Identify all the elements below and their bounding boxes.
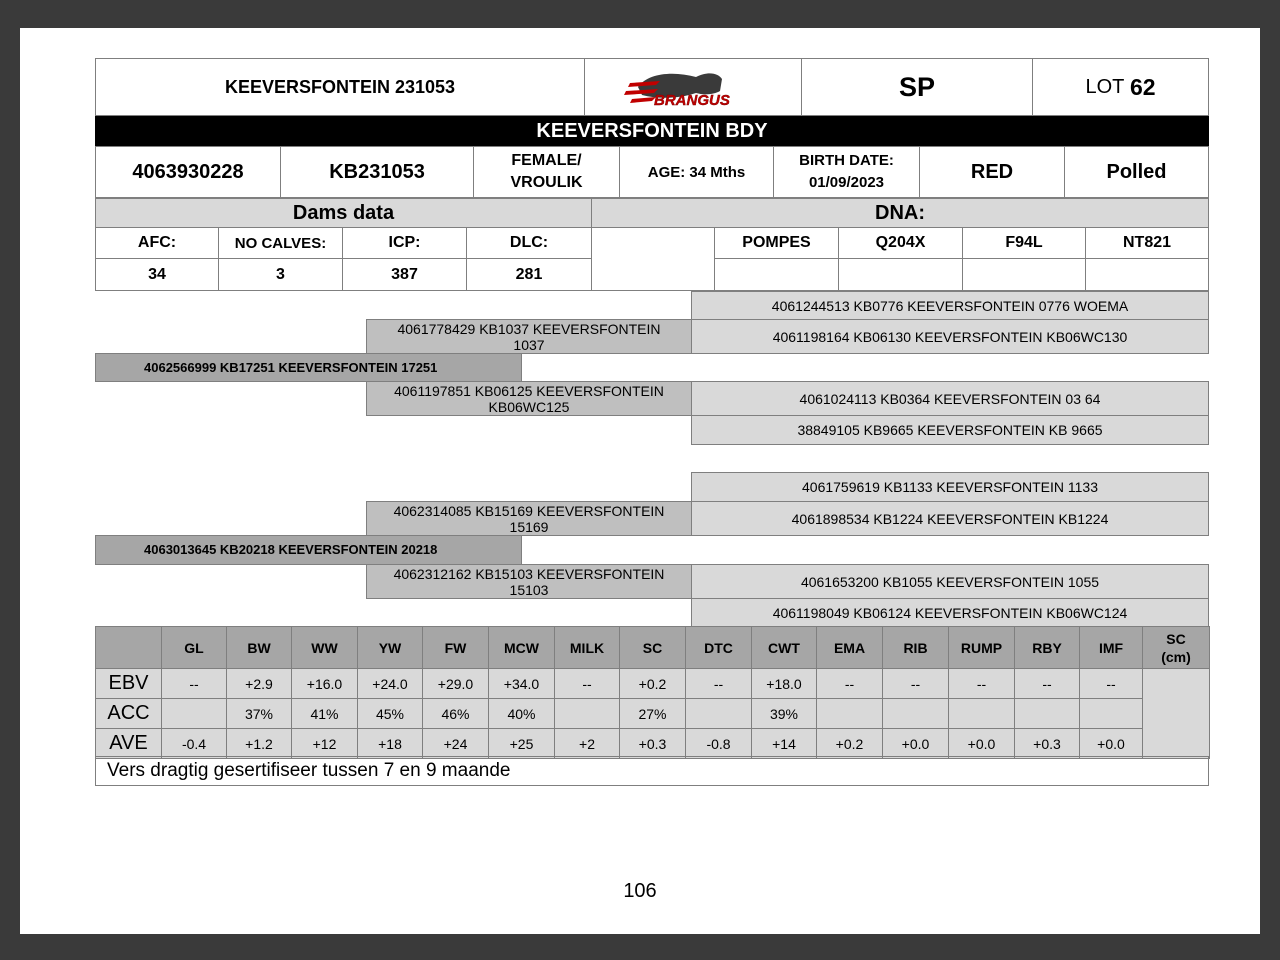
pedigree-dd-sire: 4061653200 KB1055 KEEVERSFONTEIN 1055 <box>691 564 1209 599</box>
bull-logo-icon <box>618 65 768 109</box>
afc-label: AFC: <box>95 227 219 259</box>
icp-label: ICP: <box>342 227 467 259</box>
brangus-logo <box>584 58 802 116</box>
tag-number: KB231053 <box>280 146 474 198</box>
birth-date-value: 01/09/2023 <box>808 174 885 191</box>
dna-nt821-value <box>1085 258 1209 291</box>
birth-date-label: BIRTH DATE: <box>799 152 894 169</box>
dlc-value: 281 <box>466 258 592 291</box>
ebv-cell: +0.0 <box>1079 728 1143 759</box>
ebv-cell: 39% <box>751 698 817 729</box>
ebv-cell: -- <box>882 668 949 699</box>
ebv-header-fw: FW <box>422 626 489 669</box>
dna-pompes-label: POMPES <box>714 227 839 259</box>
horn-status: Polled <box>1064 146 1209 198</box>
ebv-header-rib: RIB <box>882 626 949 669</box>
sc-cm-line2: (cm) <box>1161 648 1191 665</box>
ebv-cell <box>685 698 752 729</box>
ebv-cell: 37% <box>226 698 292 729</box>
ebv-cell: +0.0 <box>882 728 949 759</box>
ebv-cell: +12 <box>291 728 358 759</box>
ebv-cell: +18 <box>357 728 423 759</box>
ebv-header-sc-cm <box>1142 626 1210 669</box>
icp-value: 387 <box>342 258 467 291</box>
ebv-cell: +0.2 <box>816 728 883 759</box>
ebv-cell: -0.8 <box>685 728 752 759</box>
animal-name: KEEVERSFONTEIN 231053 <box>95 58 585 116</box>
pedigree-dam: 4063013645 KB20218 KEEVERSFONTEIN 20218 <box>95 535 522 565</box>
ebv-cell: +25 <box>488 728 555 759</box>
ebv-cell: +0.2 <box>619 668 686 699</box>
ebv-cell: -- <box>685 668 752 699</box>
ebv-cell: -- <box>161 668 227 699</box>
pedigree-sd-sire: 4061024113 KB0364 KEEVERSFONTEIN 03 64 <box>691 381 1209 416</box>
ebv-header-ema: EMA <box>816 626 883 669</box>
ebv-cell <box>1079 698 1143 729</box>
ebv-cell: -- <box>1079 668 1143 699</box>
ebv-cell: +24 <box>422 728 489 759</box>
dams-heading: Dams data <box>95 198 592 228</box>
dna-q204x-value <box>838 258 963 291</box>
ebv-cell <box>948 698 1015 729</box>
ebv-cell <box>882 698 949 729</box>
ebv-cell: +34.0 <box>488 668 555 699</box>
ebv-header-gl: GL <box>161 626 227 669</box>
page-title: KEEVERSFONTEIN BDY <box>95 116 1209 146</box>
pedigree-sire-sire: 4061778429 KB1037 KEEVERSFONTEIN 1037 <box>366 319 692 354</box>
ebv-header-rump: RUMP <box>948 626 1015 669</box>
ebv-header-imf: IMF <box>1079 626 1143 669</box>
pedigree-ds-dam: 4061898534 KB1224 KEEVERSFONTEIN KB1224 <box>691 501 1209 536</box>
ebv-cell: +24.0 <box>357 668 423 699</box>
pedigree-dd-dam: 4061198049 KB06124 KEEVERSFONTEIN KB06WC124 <box>691 598 1209 628</box>
ebv-sc-cm-values <box>1142 668 1210 759</box>
age: AGE: 34 Mths <box>619 146 774 198</box>
lot-label: LOT <box>1085 75 1125 98</box>
ebv-header-rby: RBY <box>1014 626 1080 669</box>
ebv-row-label-ave: AVE <box>95 728 162 759</box>
ebv-cell: +0.3 <box>1014 728 1080 759</box>
pedigree-dam-dam: 4062312162 KB15103 KEEVERSFONTEIN 15103 <box>366 564 692 599</box>
birth-date <box>773 146 920 198</box>
dna-blank <box>591 227 715 291</box>
dna-f94l-value <box>962 258 1086 291</box>
note: Vers dragtig gesertifiseer tussen 7 en 9 maande <box>95 756 1209 786</box>
ebv-cell: +14 <box>751 728 817 759</box>
ebv-cell: -- <box>816 668 883 699</box>
ebv-cell <box>1014 698 1080 729</box>
ebv-cell: 40% <box>488 698 555 729</box>
dlc-label: DLC: <box>466 227 592 259</box>
sex-line1: FEMALE/ <box>511 152 582 169</box>
ebv-cell: -- <box>1014 668 1080 699</box>
ebv-cell <box>554 698 620 729</box>
ebv-cell: +18.0 <box>751 668 817 699</box>
ebv-header-mcw: MCW <box>488 626 555 669</box>
pedigree-ss-sire: 4061244513 KB0776 KEEVERSFONTEIN 0776 WOEMA <box>691 291 1209 320</box>
ebv-cell: +1.2 <box>226 728 292 759</box>
ebv-header-milk: MILK <box>554 626 620 669</box>
ebv-cell: +0.3 <box>619 728 686 759</box>
ebv-header-bw: BW <box>226 626 292 669</box>
ebv-header-corner <box>95 626 162 669</box>
lot-box <box>1032 58 1209 116</box>
ebv-cell: 45% <box>357 698 423 729</box>
dna-pompes-value <box>714 258 839 291</box>
logo-text: BRANGUS <box>654 92 730 109</box>
ebv-header-sc: SC <box>619 626 686 669</box>
ebv-cell: 46% <box>422 698 489 729</box>
afc-value: 34 <box>95 258 219 291</box>
ebv-cell: +0.0 <box>948 728 1015 759</box>
calves-value: 3 <box>218 258 343 291</box>
dna-f94l-label: F94L <box>962 227 1086 259</box>
ebv-cell: -- <box>948 668 1015 699</box>
lot-number: 62 <box>1129 73 1156 100</box>
ebv-cell: -- <box>554 668 620 699</box>
page-number: 106 <box>623 880 657 902</box>
dna-q204x-label: Q204X <box>838 227 963 259</box>
ebv-cell: -0.4 <box>161 728 227 759</box>
ebv-cell: +2.9 <box>226 668 292 699</box>
sex-line2: VROULIK <box>510 174 583 191</box>
dna-nt821-label: NT821 <box>1085 227 1209 259</box>
pedigree-ds-sire: 4061759619 KB1133 KEEVERSFONTEIN 1133 <box>691 472 1209 502</box>
ebv-cell: 27% <box>619 698 686 729</box>
ebv-cell <box>816 698 883 729</box>
pedigree-sire: 4062566999 KB17251 KEEVERSFONTEIN 17251 <box>95 353 522 382</box>
ebv-row-label-ebv: EBV <box>95 668 162 699</box>
ebv-cell: +2 <box>554 728 620 759</box>
ebv-header-dtc: DTC <box>685 626 752 669</box>
ebv-cell: +29.0 <box>422 668 489 699</box>
ebv-cell: +16.0 <box>291 668 358 699</box>
ebv-header-yw: YW <box>357 626 423 669</box>
pedigree-sire-dam: 4061197851 KB06125 KEEVERSFONTEIN KB06WC125 <box>366 381 692 416</box>
ebv-header-ww: WW <box>291 626 358 669</box>
colour: RED <box>919 146 1065 198</box>
pedigree-dam-sire: 4062314085 KB15169 KEEVERSFONTEIN 15169 <box>366 501 692 536</box>
ebv-cell: 41% <box>291 698 358 729</box>
ebv-header-cwt: CWT <box>751 626 817 669</box>
ebv-row-label-acc: ACC <box>95 698 162 729</box>
animal-type: SP <box>801 58 1033 116</box>
pedigree-sd-dam: 38849105 KB9665 KEEVERSFONTEIN KB 9665 <box>691 415 1209 445</box>
catalogue-page <box>20 28 1260 934</box>
sex <box>473 146 620 198</box>
reg-number: 4063930228 <box>95 146 281 198</box>
calves-label: NO CALVES: <box>218 227 343 259</box>
dna-heading: DNA: <box>591 198 1209 228</box>
sc-cm-line1: SC <box>1166 630 1186 647</box>
ebv-cell <box>161 698 227 729</box>
pedigree-ss-dam: 4061198164 KB06130 KEEVERSFONTEIN KB06WC130 <box>691 319 1209 354</box>
